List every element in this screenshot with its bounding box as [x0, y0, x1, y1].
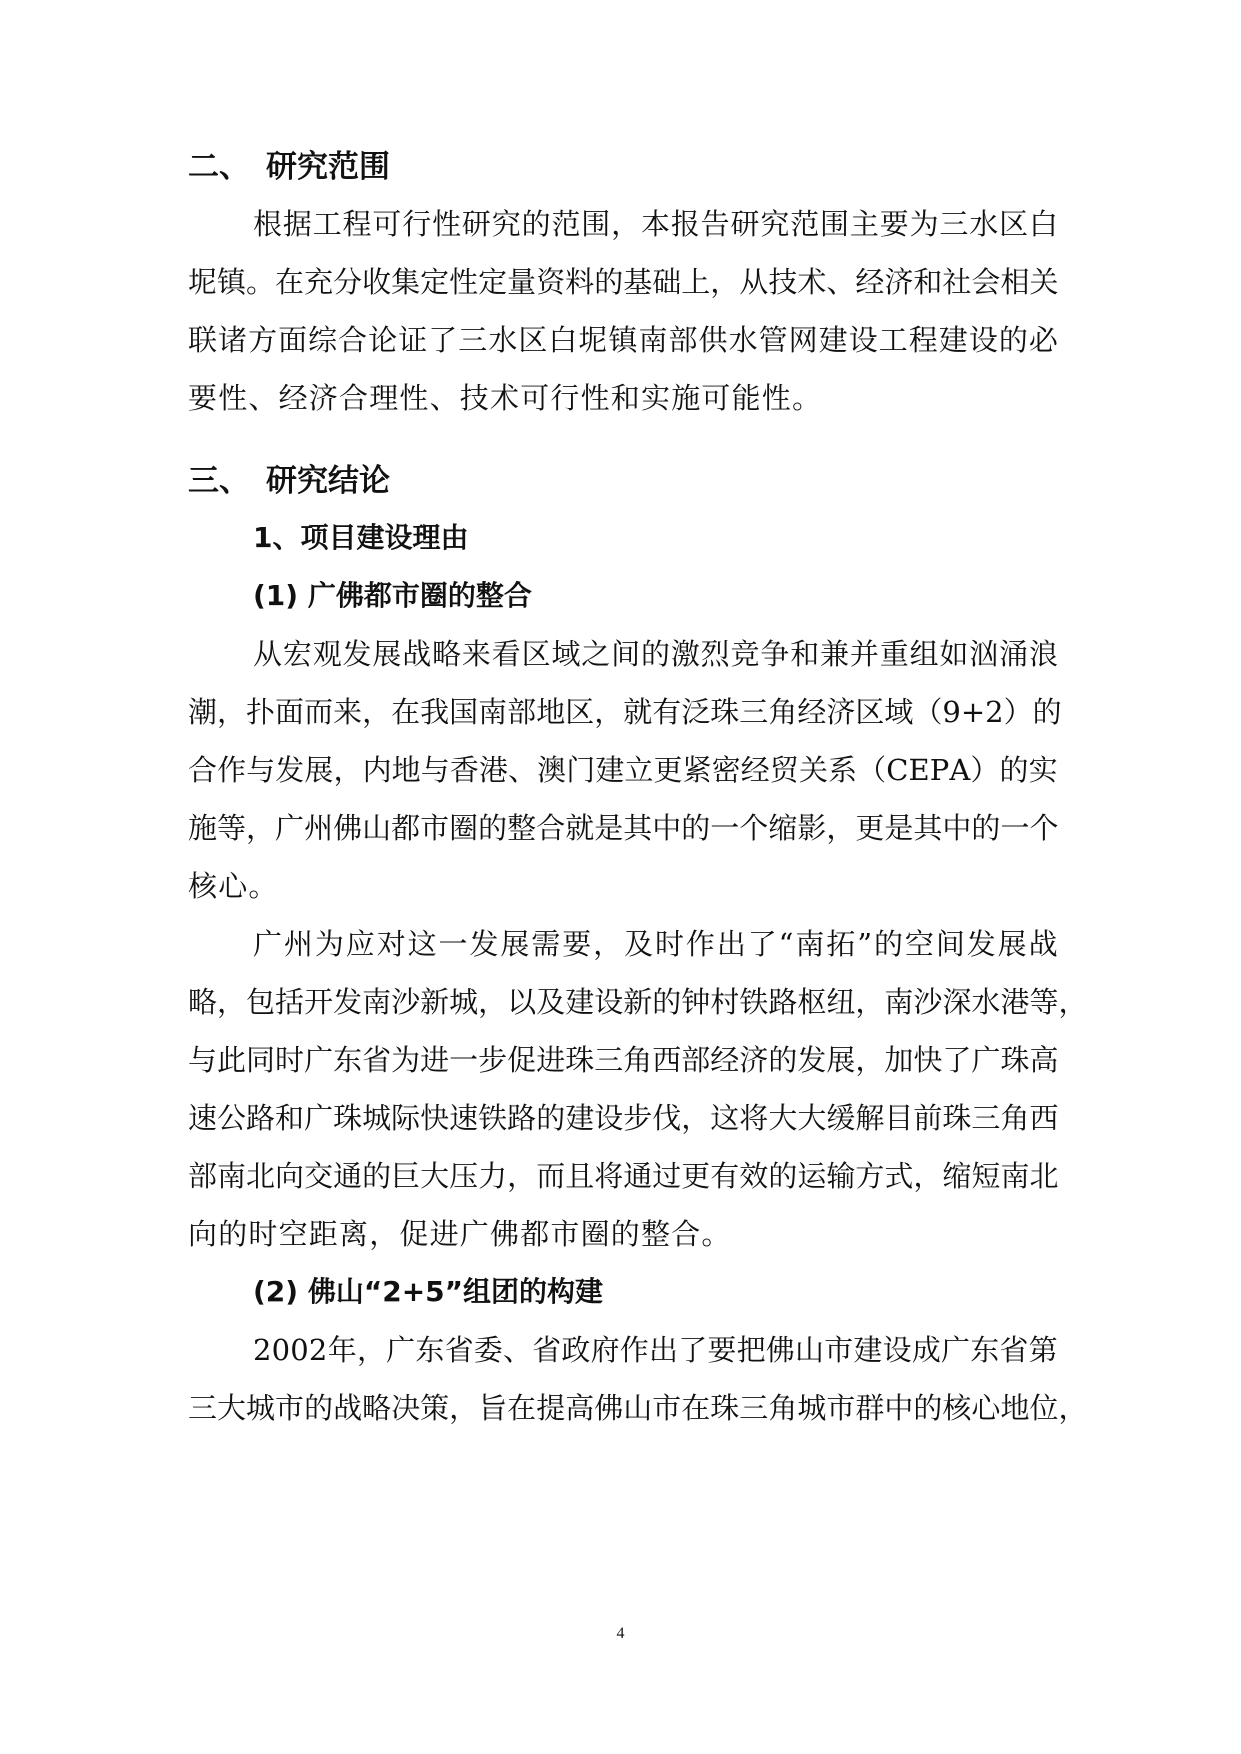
- text-line: 施 等 ， 广 州 佛 山 都 市 圈 的 整 合 就 是 其 中 的 一 个 缩 影 ， 更 是 其 中 的 一 个: [188, 811, 1059, 845]
- text-line: 部 南 北 向 交 通 的 巨 大 压 力 ， 而 且 将 通 过 更 有 效 的 运 输 方 式 ， 缩 短 南 北: [188, 1159, 1059, 1193]
- text-line: 从 宏 观 发 展 战 略 来 看 区 域 之 间 的 激 烈 竞 争 和 兼 并 重 组 如 汹 涌 浪: [253, 637, 1058, 671]
- section-heading-scope: [188, 146, 390, 188]
- text-line: 与 此 同 时 广 东 省 为 进 一 步 促 进 珠 三 角 西 部 经 济 的 发 展 ， 加 快 了 广 珠 高: [188, 1043, 1059, 1077]
- text-line: 三 大 城 市 的 战 略 决 策 ， 旨 在 提 高 佛 山 市 在 珠 三 角 城 市 群 中 的 核 心 地 位 ，: [188, 1391, 1088, 1425]
- text-line: 核心。: [188, 869, 279, 903]
- section-heading-conclusion: [188, 460, 390, 502]
- text-line: 联 诸 方 面 综 合 论 证 了 三 水 区 白 坭 镇 南 部 供 水 管 网 建 设 工 程 建 设 的 必: [188, 323, 1058, 357]
- text-line: 略 ， 包 括 开 发 南 沙 新 城 ， 以 及 建 设 新 的 钟 村 铁 路 枢 纽 ， 南 沙 深 水 港 等 ，: [188, 985, 1088, 1019]
- subsection-title: (2) 佛山“2+5”组团的构建: [253, 1275, 604, 1308]
- subheading-project-reason: 1、项目建设理由: [253, 521, 469, 554]
- text-line: 要性、经济合理性、技术可行性和实施可能性。: [188, 381, 823, 415]
- text-line: 潮 ， 扑 面 而 来 ， 在 我 国 南 部 地 区 ， 就 有 泛 珠 三 角 经 济 区 域 （ 9 + 2 ） 的: [188, 695, 1062, 729]
- text-line: 根 据 工 程 可 行 性 研 究 的 范 围 ， 本 报 告 研 究 范 围 主 要 为 三 水 区 白: [253, 207, 1058, 241]
- page-number: 4: [616, 1625, 625, 1642]
- text-line: 合 作 与 发 展 ， 内 地 与 香 港 、 澳 门 建 立 更 紧 密 经 贸 关 系 （ C E P A ） 的 实: [188, 753, 1058, 787]
- text-line: 广 州 为 应 对 这 一 发 展 需 要 ， 及 时 作 出 了 “ 南 拓 ” 的 空 间 发 展 战: [253, 927, 1058, 961]
- text-line: 速 公 路 和 广 珠 城 际 快 速 铁 路 的 建 设 步 伐 ， 这 将 大 大 缓 解 目 前 珠 三 角 西: [188, 1101, 1059, 1135]
- text-line: 坭 镇 。 在 充 分 收 集 定 性 定 量 资 料 的 基 础 上 ， 从 技 术 、 经 济 和 社 会 相 关: [188, 265, 1059, 299]
- section-title: 研究范围: [266, 149, 390, 185]
- section-title: 研究结论: [266, 463, 390, 499]
- text-line: 2 0 0 2 年 ， 广 东 省 委 、 省 政 府 作 出 了 要 把 佛 山 市 建 设 成 广 东 省 第: [253, 1333, 1058, 1367]
- section-number: 三、: [188, 463, 250, 499]
- section-number: 二、: [188, 149, 250, 185]
- text-line: 向的时空距离，促进广佛都市圈的整合。: [188, 1217, 732, 1251]
- subsection-title: (1) 广佛都市圈的整合: [253, 579, 532, 612]
